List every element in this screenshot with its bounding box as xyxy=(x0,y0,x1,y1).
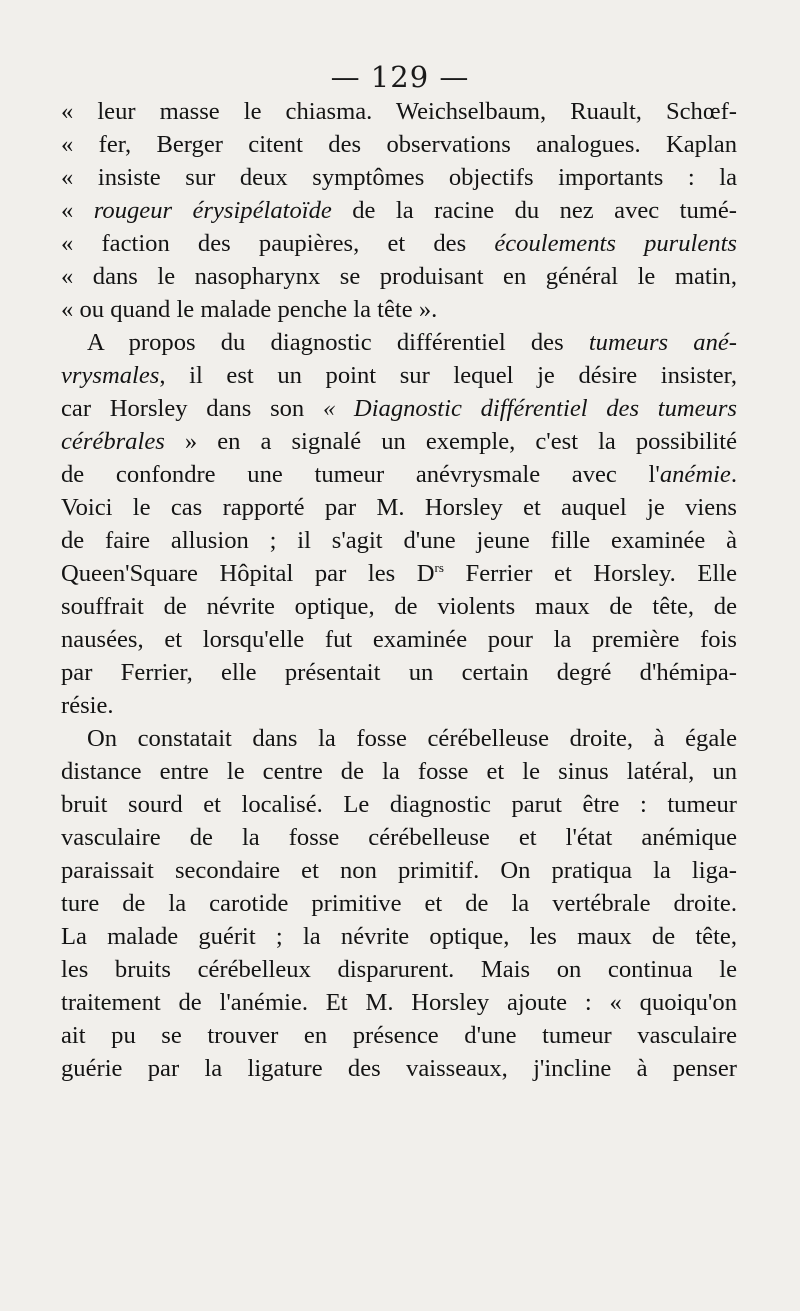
text-line xyxy=(61,590,737,623)
text-line xyxy=(61,359,737,392)
text-line xyxy=(61,326,737,359)
text-line xyxy=(61,227,737,260)
italic-segment: « Diagnostic différentiel des tumeurs xyxy=(322,395,737,422)
text-line xyxy=(61,161,737,194)
text-segment: de confondre une tumeur anévrysmale avec l' xyxy=(61,461,660,488)
text-segment: » en a signalé un exemple, c'est la possibilité xyxy=(164,428,737,455)
text-line xyxy=(61,128,737,161)
text-segment: La malade guérit ; la névrite optique, les maux de tête, xyxy=(61,923,737,950)
superscript: rs xyxy=(434,559,444,575)
text-line xyxy=(61,656,737,689)
text-line xyxy=(61,95,737,128)
text-segment: Ferrier et Horsley. Elle xyxy=(443,560,737,587)
page-number: — 129 — xyxy=(330,60,470,94)
text-line xyxy=(61,392,737,425)
text-line xyxy=(61,986,737,1019)
text-segment: les bruits cérébelleux disparurent. Mais on continua le xyxy=(61,956,737,983)
text-line xyxy=(61,788,737,821)
text-segment: nausées, et lorsqu'elle fut examinée pour la première fois xyxy=(61,626,737,653)
text-segment: « fer, Berger citent des observations analogues. Kaplan xyxy=(61,131,737,158)
text-segment: par Ferrier, elle présentait un certain degré d'hémipa- xyxy=(61,659,737,686)
text-line xyxy=(61,194,737,227)
italic-segment: rougeur érysipélatoïde xyxy=(93,197,332,224)
italic-segment: vrysmales xyxy=(61,362,160,389)
text-line xyxy=(61,623,737,656)
text-line xyxy=(61,557,737,590)
text-segment: ture de la carotide primitive et de la vertébrale droite. xyxy=(61,890,737,917)
text-line xyxy=(61,722,737,755)
text-segment: car Horsley dans son xyxy=(61,395,323,422)
text-segment: , il est un point sur lequel je désire insister, xyxy=(159,362,737,389)
text-segment: Voici le cas rapporté par M. Horsley et auquel je viens xyxy=(61,494,737,521)
text-segment: souffrait de névrite optique, de violents maux de tête, de xyxy=(61,593,737,620)
text-line xyxy=(61,887,737,920)
text-line xyxy=(61,953,737,986)
text-segment: résie. xyxy=(61,692,114,719)
text-segment: de la racine du nez avec tumé- xyxy=(331,197,737,224)
text-line xyxy=(61,293,737,326)
text-line xyxy=(61,821,737,854)
text-segment: On constatait dans la fosse cérébelleuse droite, à égale xyxy=(87,725,737,752)
text-line xyxy=(61,854,737,887)
text-segment: A propos du diagnostic différentiel des xyxy=(87,329,589,356)
text-line xyxy=(61,458,737,491)
text-line xyxy=(61,1052,737,1085)
text-segment: traitement de l'anémie. Et M. Horsley ajoute : « quoiqu'on xyxy=(61,989,737,1016)
text-segment: Queen'Square Hôpital par les D xyxy=(61,560,435,587)
text-line xyxy=(61,755,737,788)
text-segment: « ou quand le malade penche la tête ». xyxy=(61,296,438,323)
text-segment: « insiste sur deux symptômes objectifs importants : la xyxy=(61,164,737,191)
text-segment: ait pu se trouver en présence d'une tumeur vasculaire xyxy=(61,1022,737,1049)
text-line xyxy=(61,524,737,557)
text-segment: distance entre le centre de la fosse et le sinus latéral, un xyxy=(61,758,737,785)
text-segment: paraissait secondaire et non primitif. On pratiqua la liga- xyxy=(61,857,737,884)
text-line xyxy=(61,1019,737,1052)
text-segment: . xyxy=(730,461,737,488)
text-segment: vasculaire de la fosse cérébelleuse et l'état anémique xyxy=(61,824,737,851)
italic-segment: cérébrales xyxy=(61,428,165,455)
text-line xyxy=(61,689,737,722)
text-segment: guérie par la ligature des vaisseaux, j'incline à penser xyxy=(61,1055,737,1082)
text-segment: « xyxy=(61,197,94,224)
text-segment: bruit sourd et localisé. Le diagnostic parut être : tumeur xyxy=(61,791,737,818)
body-text xyxy=(61,95,737,1085)
italic-segment: anémie xyxy=(659,461,731,488)
italic-segment: écoulements purulents xyxy=(494,230,737,257)
text-segment: « leur masse le chiasma. Weichselbaum, Ruault, Schœf- xyxy=(61,98,737,125)
text-segment: « dans le nasopharynx se produisant en général le matin, xyxy=(61,263,737,290)
text-line xyxy=(61,425,737,458)
text-segment: de faire allusion ; il s'agit d'une jeune fille examinée à xyxy=(61,527,737,554)
text-segment: « faction des paupières, et des xyxy=(61,230,495,257)
text-line xyxy=(61,491,737,524)
italic-segment: tumeurs ané- xyxy=(588,329,737,356)
text-line xyxy=(61,260,737,293)
text-line xyxy=(61,920,737,953)
